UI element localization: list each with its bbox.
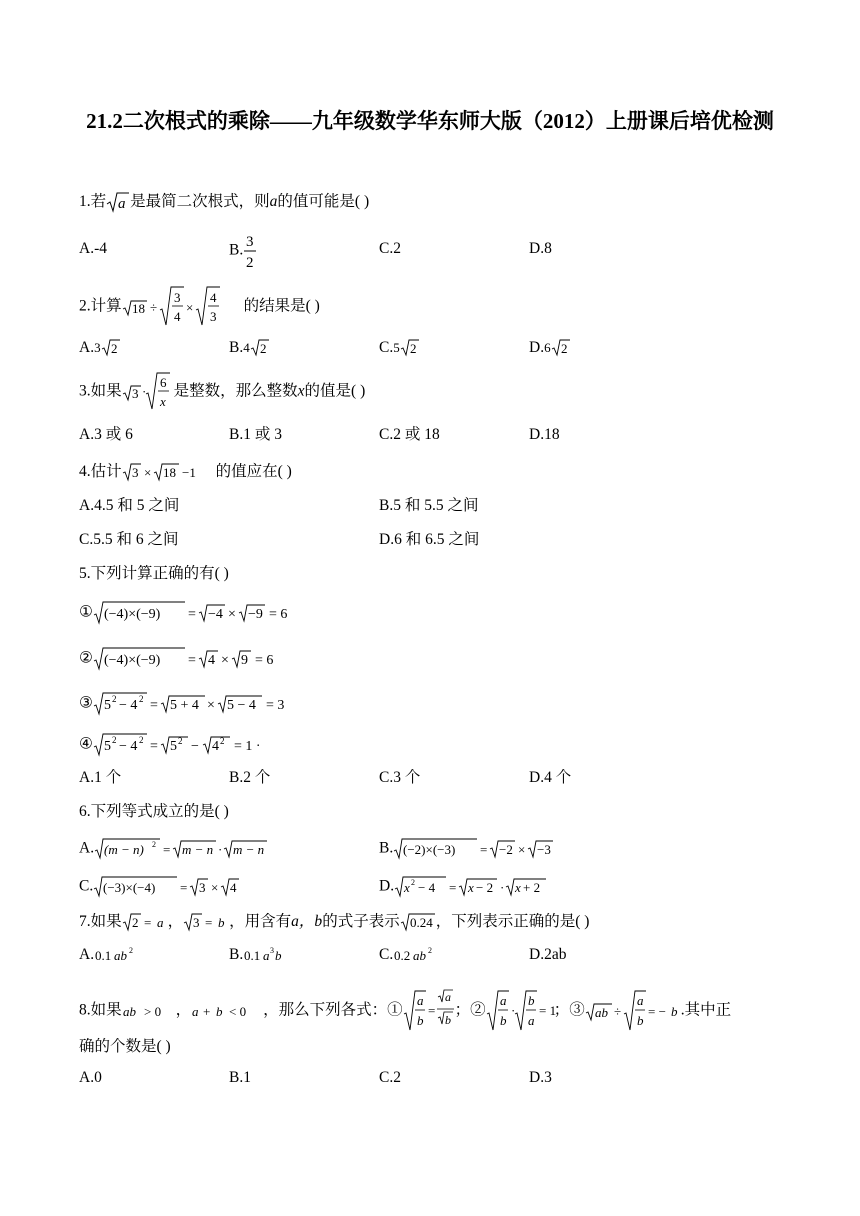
q5-formula-1 [93, 600, 305, 626]
q7-option-c[interactable]: C. 0.2 ab 2 [379, 944, 437, 966]
q5-option-a[interactable]: A.1 个 [79, 769, 122, 786]
svg-text:2: 2 [138, 735, 144, 745]
q2-option-a[interactable]: A.3 2 [79, 337, 121, 359]
svg-text:÷: ÷ [613, 1004, 621, 1019]
q3-option-c[interactable]: C.2 或 18 [379, 426, 440, 443]
q2-option-c[interactable]: C.5 2 [379, 337, 420, 359]
svg-text:−1: −1 [181, 465, 196, 481]
svg-text:m − n: m − n [233, 842, 265, 857]
q5-statement-4: ④ 5 2 − 4 2 = 5 2 − 4 2 = 1 · [79, 732, 283, 758]
svg-text:0.2: 0.2 [394, 948, 411, 964]
svg-text:0.1: 0.1 [244, 948, 261, 964]
svg-text:−4: −4 [207, 607, 223, 622]
svg-text:6: 6 [159, 375, 167, 390]
svg-text:−2: −2 [499, 842, 514, 857]
q3-option-a[interactable]: A.3 或 6 [79, 426, 133, 443]
q7-option-a[interactable]: A. 0.1 ab 2 [79, 944, 138, 966]
svg-text:4: 4 [230, 880, 237, 895]
q7c-formula [393, 945, 437, 965]
svg-text:÷: ÷ [149, 300, 157, 315]
svg-text:=: = [187, 607, 196, 622]
svg-text:18: 18 [162, 465, 176, 481]
svg-text:−: − [190, 739, 199, 754]
question-1: 1.若 a 是最简二次根式，则a的值可能是( ) [79, 193, 370, 213]
svg-text:ab: ab [594, 1005, 608, 1020]
svg-text:a: a [156, 915, 164, 931]
ab-gt-0-formula [122, 1000, 176, 1022]
svg-text:x: x [515, 880, 521, 895]
q1-option-b[interactable]: B. 3 2 [229, 230, 257, 272]
svg-text:2: 2 [131, 915, 139, 931]
svg-text:=: = [163, 842, 171, 857]
q6d-formula [394, 875, 564, 899]
svg-text:a: a [527, 1013, 535, 1028]
svg-text:2: 2 [177, 736, 183, 746]
svg-text:2: 2 [129, 946, 134, 956]
svg-text:=: = [143, 915, 151, 931]
q4-option-c[interactable]: C.5.5 和 6 之间 [79, 531, 179, 548]
svg-text:− 4: − 4 [418, 880, 436, 895]
question-4: 4.估计 3 × 18 −1 的值应在( ) [79, 461, 292, 483]
svg-text:2: 2 [409, 341, 417, 357]
svg-text:a: a [416, 993, 424, 1008]
svg-text:3: 3 [199, 880, 206, 895]
q6-option-b[interactable]: B. (−2)×(−3) = −2 × −3 [379, 837, 563, 861]
svg-text:2: 2 [246, 255, 254, 271]
q7b-formula [243, 945, 287, 965]
q4-option-a[interactable]: A.4.5 和 5 之间 [79, 497, 180, 514]
svg-text:·: · [141, 384, 146, 399]
q6b-formula [393, 837, 563, 861]
sqrt-a-formula [106, 191, 130, 213]
svg-text:×: × [518, 842, 526, 857]
svg-text:=: = [449, 880, 457, 895]
svg-text:= 3: = 3 [265, 698, 285, 713]
svg-text:18: 18 [131, 301, 145, 316]
svg-text:= 6: = 6 [254, 653, 274, 668]
svg-text:2: 2 [428, 946, 433, 956]
a-plus-b-lt-0-formula [191, 1000, 263, 1022]
svg-text:+: + [203, 1004, 211, 1019]
svg-text:= 1: = 1 [538, 1003, 556, 1018]
svg-text:(−2)×(−3): (−2)×(−3) [403, 842, 456, 857]
q8-option-a[interactable]: A.0 [79, 1069, 102, 1086]
svg-text:·: · [510, 1003, 516, 1018]
q6-option-c[interactable]: C. (−3)×(−4) = 3 × 4 [79, 875, 243, 899]
svg-text:5: 5 [103, 739, 111, 754]
svg-text:= −: = − [647, 1004, 666, 1019]
svg-text:= 6: = 6 [268, 607, 288, 622]
svg-text:=: = [180, 880, 188, 895]
q8-option-b[interactable]: B.1 [229, 1069, 251, 1086]
q3-option-d[interactable]: D.18 [529, 426, 560, 443]
svg-text:3: 3 [173, 290, 181, 305]
svg-text:5: 5 [103, 698, 111, 713]
svg-text:b: b [216, 1004, 223, 1019]
q2-option-b[interactable]: B.4 2 [229, 337, 270, 359]
svg-text:− 4: − 4 [118, 739, 138, 754]
svg-text:−9: −9 [247, 607, 263, 622]
svg-text:2: 2 [138, 694, 144, 704]
svg-text:×: × [143, 465, 151, 481]
sqrt-2-formula [250, 338, 270, 358]
q4-expression-formula [122, 461, 216, 483]
q8-formula-1 [403, 988, 455, 1034]
sqrt2-eq-a-formula [122, 911, 168, 933]
svg-text:b: b [670, 1004, 678, 1019]
q8-option-c[interactable]: C.2 [379, 1069, 401, 1086]
q5-statement-3: ③ 5 2 − 4 2 = 5 + 4 × 5 − 4 = 3 [79, 691, 303, 717]
q5-statement-1: ① (−4)×(−9) = −4 × −9 = 6 [79, 600, 305, 626]
svg-text:ab: ab [114, 948, 128, 964]
svg-text:4: 4 [209, 290, 217, 305]
question-2: 2.计算 18 ÷ 3 4 × 4 3 的结果是( ) [79, 284, 320, 330]
q3-expression-formula [122, 370, 174, 414]
q6-option-a[interactable]: A. (m − n) 2 = m − n · m − n [79, 837, 274, 861]
svg-text:ab: ab [413, 948, 427, 964]
svg-text:+ 2: + 2 [523, 880, 541, 895]
svg-text:a: a [499, 993, 507, 1008]
q1-option-a[interactable]: A.-4 [79, 240, 107, 257]
svg-text:b: b [218, 915, 225, 931]
svg-text:b: b [275, 948, 282, 964]
question-7: 7.如果 2 = a ， 3 = b ，用含有a，b的式子表示 0.24 ，下列表示正确的是( ) [79, 911, 589, 933]
svg-text:(−4)×(−9): (−4)×(−9) [103, 607, 161, 622]
svg-text:2: 2 [152, 840, 157, 849]
svg-text:5: 5 [169, 739, 177, 754]
svg-text:− 4: − 4 [118, 698, 138, 713]
svg-text:> 0: > 0 [143, 1004, 161, 1019]
svg-text:=: = [187, 653, 196, 668]
q8-option-d[interactable]: D.3 [529, 1069, 552, 1086]
q4-option-b[interactable]: B.5 和 5.5 之间 [379, 497, 479, 514]
sqrt-2-formula [551, 338, 571, 358]
q5-formula-3 [93, 691, 303, 717]
q1-option-d[interactable]: D.8 [529, 240, 552, 257]
svg-text:4: 4 [207, 653, 215, 668]
svg-text:3: 3 [131, 465, 139, 481]
svg-text:b: b [416, 1013, 424, 1028]
svg-text:x: x [159, 394, 166, 409]
svg-text:9: 9 [240, 653, 248, 668]
q2-expression-formula [122, 284, 244, 330]
svg-text:b: b [444, 1013, 451, 1027]
sqrt-0.24-formula [400, 911, 436, 933]
q5-formula-4 [93, 732, 283, 758]
svg-text:a: a [444, 990, 451, 1004]
svg-text:(−3)×(−4): (−3)×(−4) [103, 880, 156, 895]
svg-text:=: = [480, 842, 488, 857]
svg-text:a: a [192, 1004, 199, 1019]
svg-text:×: × [185, 300, 193, 315]
svg-text:=: = [427, 1003, 436, 1018]
svg-text:3: 3 [193, 915, 200, 931]
svg-text:3: 3 [246, 234, 254, 250]
q6a-formula [94, 837, 274, 861]
q7-option-d[interactable]: D.2ab [529, 946, 567, 963]
svg-text:=: = [205, 915, 213, 931]
svg-text:a: a [636, 993, 644, 1008]
svg-text:(m − n): (m − n) [104, 842, 144, 857]
svg-text:a: a [118, 196, 126, 213]
svg-text:·: · [218, 842, 223, 857]
svg-text:=: = [149, 739, 158, 754]
q5-statement-2: ② (−4)×(−9) = 4 × 9 = 6 [79, 646, 293, 672]
svg-text:=: = [149, 698, 158, 713]
svg-text:− 2: − 2 [476, 880, 494, 895]
svg-text:(−4)×(−9): (−4)×(−9) [103, 653, 161, 668]
q5-option-d[interactable]: D.4 个 [529, 769, 572, 786]
svg-text:ab: ab [122, 1004, 136, 1019]
q7-option-b[interactable]: B. 0.1 a 3 b [229, 944, 287, 966]
svg-text:0.1: 0.1 [95, 948, 112, 964]
svg-text:2: 2 [111, 735, 117, 745]
svg-text:·: · [500, 880, 505, 895]
svg-text:4: 4 [211, 739, 219, 754]
svg-text:5 + 4: 5 + 4 [169, 698, 199, 713]
svg-text:2: 2 [411, 878, 416, 887]
svg-text:b: b [636, 1013, 644, 1028]
q3-option-b[interactable]: B.1 或 3 [229, 426, 282, 443]
svg-text:3: 3 [209, 309, 217, 324]
question-3: 3.如果 3 · 6 x 是整数，那么整数x的值是( ) [79, 370, 365, 414]
svg-text:×: × [211, 880, 219, 895]
question-8: 8.如果 ab > 0 ， a + b < 0 ，那么下列各式：① a b = a b ；② a b · b a = 1 ；③ ab ÷ a b = − b .其中正 [79, 988, 731, 1034]
svg-text:2: 2 [111, 694, 117, 704]
svg-text:2: 2 [219, 736, 225, 746]
svg-text:−3: −3 [537, 842, 552, 857]
svg-text:x: x [468, 880, 474, 895]
q5-option-b[interactable]: B.2 个 [229, 769, 271, 786]
svg-text:×: × [220, 653, 229, 668]
q4-option-d[interactable]: D.6 和 6.5 之间 [379, 531, 480, 548]
svg-text:= 1 ·: = 1 · [233, 739, 261, 754]
sqrt3-eq-b-formula [183, 911, 229, 933]
svg-text:2: 2 [560, 341, 568, 357]
q7a-formula [94, 945, 138, 965]
svg-text:0.24: 0.24 [409, 915, 433, 931]
svg-text:3: 3 [131, 386, 139, 401]
page-title: 21.2二次根式的乘除——九年级数学华东师大版（2012）上册课后培优检测 [86, 109, 774, 133]
svg-text:4: 4 [173, 309, 181, 324]
sqrt-2-formula [101, 338, 121, 358]
q8-formula-3 [585, 988, 681, 1034]
svg-text:b: b [527, 993, 535, 1008]
svg-text:x: x [404, 880, 410, 895]
question-8-continued: 确的个数是( ) [79, 1038, 171, 1055]
svg-text:a: a [263, 948, 270, 964]
q6-option-d[interactable]: D. x 2 − 4 = x − 2 · x + 2 [379, 875, 564, 899]
q5-formula-2 [93, 646, 293, 672]
fraction-3-2 [243, 230, 257, 272]
svg-text:×: × [206, 698, 215, 713]
svg-text:×: × [227, 607, 236, 622]
q6c-formula [93, 875, 243, 899]
question-6-stem: 6.下列等式成立的是( ) [79, 803, 229, 820]
svg-text:b: b [499, 1013, 507, 1028]
q8-formula-2 [486, 988, 554, 1034]
q1-option-c[interactable]: C.2 [379, 240, 401, 257]
q2-option-d[interactable]: D.6 2 [529, 337, 571, 359]
question-5-stem: 5.下列计算正确的有( ) [79, 565, 229, 582]
svg-text:3: 3 [270, 946, 275, 956]
sqrt-2-formula [400, 338, 420, 358]
svg-text:2: 2 [259, 341, 267, 357]
svg-text:2: 2 [110, 341, 118, 357]
svg-text:< 0: < 0 [229, 1004, 247, 1019]
q5-option-c[interactable]: C.3 个 [379, 769, 421, 786]
svg-text:5 − 4: 5 − 4 [226, 698, 256, 713]
svg-text:m − n: m − n [182, 842, 214, 857]
